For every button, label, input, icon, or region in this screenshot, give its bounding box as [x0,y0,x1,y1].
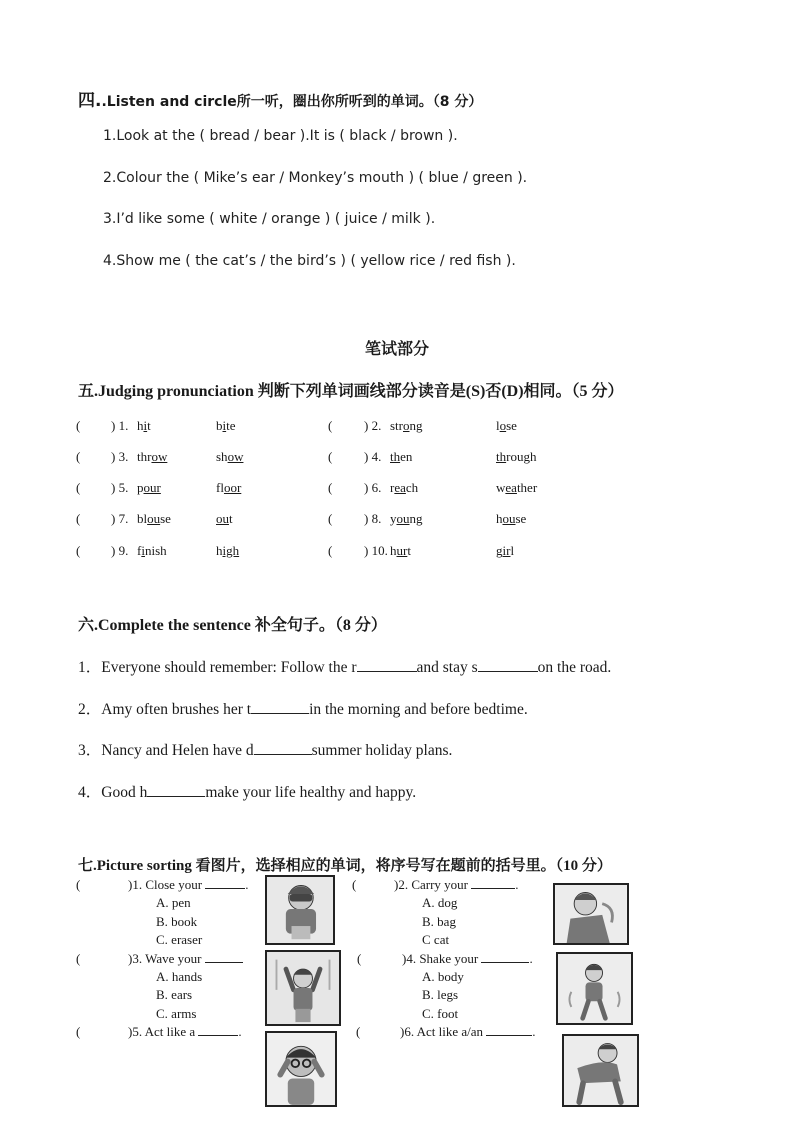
boy-picture-icon [564,1036,637,1105]
answer-blank[interactable] [198,1024,238,1036]
word-b: show [216,449,244,464]
girl-waving-picture [265,950,341,1026]
answer-bracket[interactable]: ( [76,449,81,464]
q3-option-b: B. ears [156,987,193,1002]
word-a: reach [390,480,419,495]
underlined-letters: o [403,418,410,433]
item-number: ) 4. [364,449,382,464]
q2-option-c: C cat [422,932,450,947]
q4-option-b: B. legs [422,987,459,1002]
word-a: hurt [390,543,411,558]
answer-bracket[interactable]: ( [328,418,333,433]
girl-picture-icon [267,952,339,1024]
answer-bracket[interactable]: ( [76,480,81,495]
q3-stem: )3. Wave your [128,951,243,967]
item-number: ) 3. [111,449,129,464]
word-a: young [390,511,423,526]
item-number: ) 9. [111,543,129,558]
boy-picture-icon [267,1033,335,1105]
word-a: throw [137,449,168,464]
answer-bracket[interactable]: ( [76,543,81,558]
written-part-heading: 笔试部分 [364,339,429,358]
word-a: pour [137,480,161,495]
answer-blank[interactable] [357,657,417,672]
underlined-letters: ou [147,511,161,526]
answer-bracket[interactable]: ( [328,480,333,495]
underlined-letters: ea [505,480,517,495]
q1-option-b: B. book [156,914,198,929]
q5-stem: )5. Act like a . [128,1024,242,1039]
item-number: ) 5. [111,480,129,495]
q1-option-c: C. eraser [156,932,203,947]
boy-closing-eyes-picture [265,875,335,945]
q2-paren: ( [352,877,357,892]
boy-bending-picture [562,1034,639,1107]
section-5-title: 五.Judging pronunciation 判断下列单词画线部分读音是(S)否(D)相同。（5 分） [78,383,624,400]
underlined-letters: i [141,543,145,558]
underlined-letters: ou [216,511,229,526]
underlined-letters: i [222,418,227,433]
item-number: ) 1. [111,418,129,433]
word-b: high [216,543,240,558]
answer-blank[interactable] [478,657,538,672]
underlined-letters: ou [396,511,410,526]
listen-item-2: 2.Colour the ( Mike’s ear / Monkey’s mouth ) ( blue / green ). [103,170,528,186]
item-number: ) 10. [364,543,388,558]
q2-stem: )2. Carry your . [394,877,519,892]
listen-item-4: 4.Show me ( the cat’s / the bird’s ) ( yellow rice / red fish ). [103,253,516,269]
answer-blank[interactable] [481,951,529,963]
q4-option-c: C. foot [422,1006,459,1021]
word-b: floor [216,480,242,495]
underlined-letters: oor [223,480,242,495]
item-number: ) 8. [364,511,382,526]
q6-paren: ( [356,1024,361,1039]
section-4-title: 四..Listen and circle所一听，圈出你所听到的单词。（8 分） [78,91,483,111]
q5-paren: ( [76,1024,81,1039]
underlined-letters: ir [502,543,511,558]
underlined-letters: o [499,418,507,433]
word-a: hit [137,418,151,433]
q3-paren: ( [76,951,81,966]
answer-blank[interactable] [254,740,312,755]
underlined-letters: th [390,449,401,464]
answer-blank[interactable] [471,877,515,889]
underlined-letters: ea [394,480,406,495]
girl-shaking-picture [556,952,633,1025]
word-b: lose [496,418,517,433]
boy-picture-icon [555,885,627,943]
boy-acting-picture [265,1031,337,1107]
sentence-4: 4．Good h make your life healthy and happy. [78,784,417,801]
sentence-3: 3．Nancy and Helen have d summer holiday plans. [78,742,453,759]
q6-stem: )6. Act like a/an . [400,1024,536,1039]
item-number: ) 7. [111,511,129,526]
underlined-letters: igh [222,543,240,558]
word-b: girl [496,543,515,558]
answer-bracket[interactable]: ( [76,418,81,433]
answer-bracket[interactable]: ( [328,543,333,558]
word-b: through [496,449,537,464]
answer-blank[interactable] [205,877,245,889]
answer-blank[interactable] [147,782,205,797]
section-4-number: 四. [78,91,102,111]
q4-stem: )4. Shake your . [402,951,533,966]
answer-blank[interactable] [205,951,243,963]
q2-option-a: A. dog [422,895,458,910]
answer-blank[interactable] [251,699,309,714]
listen-item-1: 1.Look at the ( bread / bear ).It is ( black / brown ). [103,128,458,144]
sentence-2: 2．Amy often brushes her t in the morning and before bedtime. [78,701,528,718]
answer-bracket[interactable]: ( [328,511,333,526]
word-b: out [216,511,233,526]
q1-paren: ( [76,877,81,892]
underlined-letters: ow [151,449,168,464]
item-number: ) 2. [364,418,382,433]
underlined-letters: i [143,418,148,433]
word-a: strong [390,418,423,433]
word-a: blouse [137,511,171,526]
answer-bracket[interactable]: ( [76,511,81,526]
listen-item-3: 3.I’d like some ( white / orange ) ( juice / milk ). [103,211,436,227]
underlined-letters: th [496,449,507,464]
answer-bracket[interactable]: ( [328,449,333,464]
section-7-title: 七.Picture sorting 看图片，选择相应的单词，将序号写在题前的括号里。（10 分） [78,858,612,874]
word-a: then [390,449,413,464]
sentence-1: 1．Everyone should remember: Follow the r and stay s on the road. [78,659,612,676]
word-a: finish [137,543,167,558]
q4-option-a: A. body [422,969,464,984]
underlined-letters: ur [396,543,408,558]
boy-carrying-bag-picture [553,883,629,945]
q3-option-a: A. hands [156,969,203,984]
answer-blank[interactable] [486,1024,532,1036]
underlined-letters: ow [227,449,244,464]
q2-option-b: B. bag [422,914,456,929]
q1-stem: )1. Close your . [128,877,249,892]
word-b: weather [496,480,538,495]
underlined-letters: our [143,480,161,495]
q4-paren: ( [357,951,362,966]
section-6-title: 六.Complete the sentence 补全句子。（8 分） [78,617,387,634]
word-b: house [496,511,527,526]
q3-option-c: C. arms [156,1006,197,1021]
boy-picture-icon [267,877,333,943]
item-number: ) 6. [364,480,382,495]
underlined-letters: ou [502,511,516,526]
word-b: bite [216,418,236,433]
q1-option-a: A. pen [156,895,191,910]
girl-picture-icon [558,954,631,1023]
